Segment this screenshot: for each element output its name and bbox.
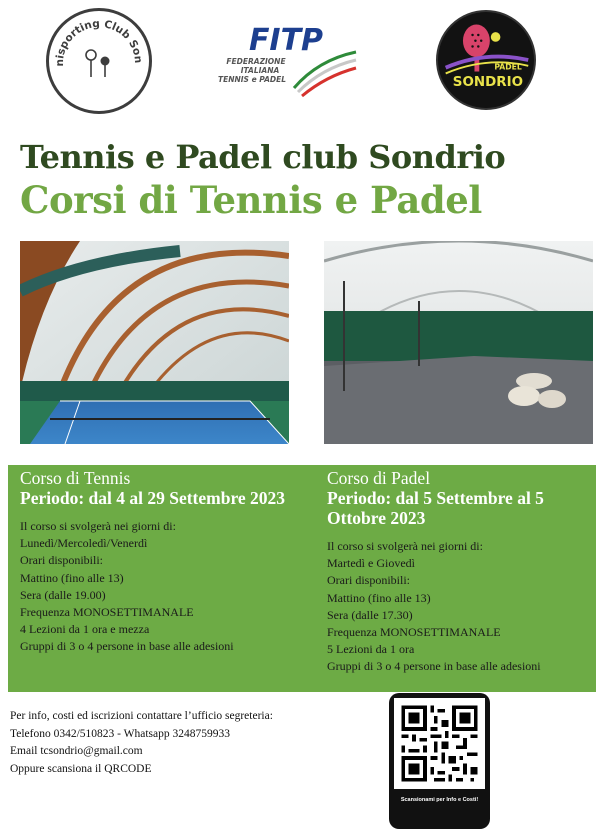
padel-course-column xyxy=(327,465,592,676)
padel-detail-line: Frequenza MONOSETTIMANALE xyxy=(327,625,501,640)
contact-phone: Telefono 0342/510823 - Whatsapp 3248759933 xyxy=(10,727,231,740)
padel-course-name: Corso di Padel xyxy=(327,468,431,488)
tennis-detail-line: 4 Lezioni da 1 ora e mezza xyxy=(20,622,150,637)
padel-detail-line: Gruppi di 3 o 4 persone in base alle adesioni xyxy=(327,659,541,674)
tennis-course-column xyxy=(20,465,305,656)
tennis-course-name: Corso di Tennis xyxy=(20,468,131,488)
contact-info xyxy=(10,708,380,778)
qr-code-icon xyxy=(394,698,485,789)
fitp-logo-subtitle-1: FEDERAZIONE xyxy=(226,57,286,66)
fitp-swoosh-icon xyxy=(294,52,356,96)
courses-panel xyxy=(8,465,596,692)
fitp-logo-subtitle-3: TENNIS e PADEL xyxy=(217,75,287,84)
padel-detail-line: 5 Lezioni da 1 ora xyxy=(327,642,415,657)
padel-detail-line: Il corso si svolgerà nei giorni di: xyxy=(327,539,483,553)
qr-caption: Scansionami per Info e Costi! xyxy=(400,797,479,803)
padel-logo-word-2: SONDRIO xyxy=(452,74,524,90)
padel-detail-line: Mattino (fino alle 13) xyxy=(327,590,431,605)
tennis-course-period: Periodo: dal 4 al 29 Settembre 2023 xyxy=(20,488,286,508)
tennisporting-club-logo xyxy=(46,8,152,114)
tennis-detail-line: Gruppi di 3 o 4 persone in base alle adesioni xyxy=(20,639,234,654)
padel-course-details xyxy=(327,538,592,676)
padel-sondrio-logo xyxy=(436,10,536,110)
padel-course-period: Periodo: dal 5 Settembre al 5 Ottobre 2023 xyxy=(327,488,544,528)
tennis-players-icon xyxy=(86,50,110,77)
tennis-detail-line: Il corso si svolgerà nei giorni di: xyxy=(20,519,176,533)
tennis-course-details xyxy=(20,518,305,656)
qr-code[interactable] xyxy=(394,698,485,789)
tennis-detail-line: Orari disponibili: xyxy=(20,553,103,568)
tennis-detail-line: Frequenza MONOSETTIMANALE xyxy=(20,605,194,620)
padel-logo-word-1: PADEL xyxy=(494,62,522,72)
tennis-detail-line: Sera (dalle 19.00) xyxy=(20,587,106,602)
page-subtitle: Corsi di Tennis e Padel xyxy=(20,178,482,222)
fitp-logo-title: FITP xyxy=(248,23,324,58)
padel-detail-line: Orari disponibili: xyxy=(327,573,410,588)
logo-bar xyxy=(0,0,603,125)
padel-court-photo xyxy=(324,241,593,444)
page-title: Tennis e Padel club Sondrio xyxy=(20,138,506,176)
tennis-club-logo-text: nisporting Club Son xyxy=(53,17,145,67)
tennis-court-photo xyxy=(20,241,289,444)
tennis-detail-line: Lunedì/Mercoledì/Venerdì xyxy=(20,536,148,551)
fitp-logo xyxy=(208,20,358,100)
padel-detail-line: Sera (dalle 17.30) xyxy=(327,607,413,622)
contact-intro: Per info, costi ed iscrizioni contattare l’ufficio segreteria: xyxy=(10,710,273,722)
fitp-logo-subtitle-2: ITALIANA xyxy=(240,66,280,75)
contact-email: Email tcsondrio@gmail.com xyxy=(10,745,143,757)
svg-text:Tennisporting Club Sondrio xyxy=(49,11,144,67)
contact-qr-hint: Oppure scansiona il QRCODE xyxy=(10,762,152,775)
tennis-detail-line: Mattino (fino alle 13) xyxy=(20,570,124,585)
qr-code-card[interactable] xyxy=(389,693,490,829)
padel-detail-line: Martedì e Giovedì xyxy=(327,556,415,571)
tennisporting-club-emblem xyxy=(49,11,149,111)
